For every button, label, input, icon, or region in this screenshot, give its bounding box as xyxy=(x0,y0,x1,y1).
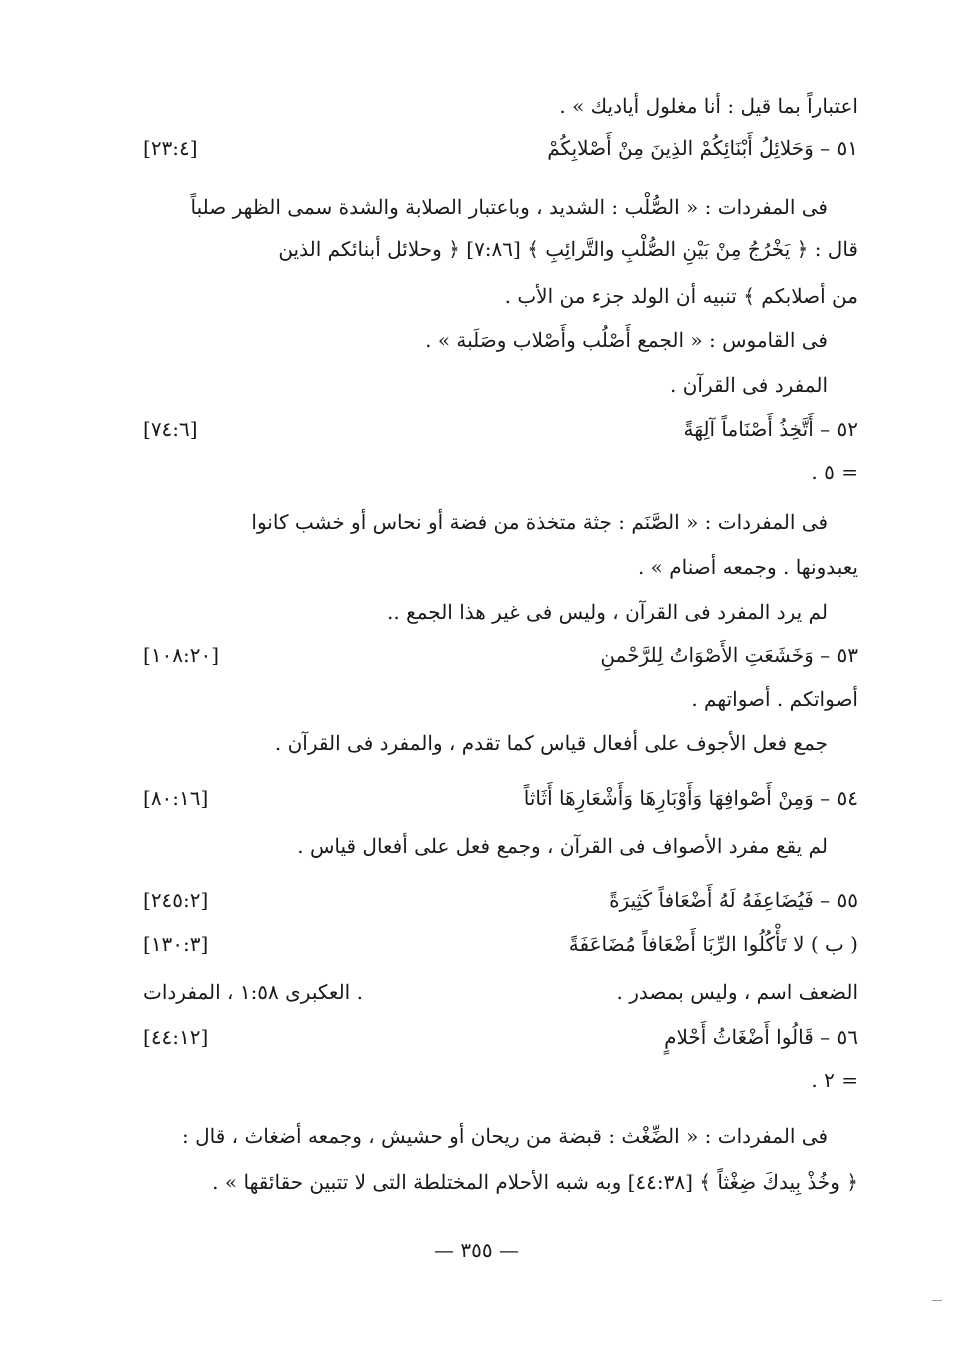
verse-54-reference: [٨٠:١٦] xyxy=(143,786,209,810)
verse-55b: ( ب ) لا تَأْكُلُوا الرِّبَا أَضْعَافاً مُضَاعَفَةً xyxy=(568,932,858,956)
verse-55: ٥٥ – فَيُضَاعِفَهُ لَهُ أَضْعَافاً كَثِيرَةً xyxy=(609,888,858,912)
verse-52: ٥٢ – أَتَّخِذُ أَصْنَاماً آلِهَةً xyxy=(683,417,858,441)
verse-51-reference: [٢٣:٤] xyxy=(143,136,198,160)
count-line-56: = ٢ . xyxy=(811,1068,858,1092)
text-line-24: ﴿ وخُذْ بِيدكَ ضِغْثاً ﴾ [٤٤:٣٨] وبه شبه الأحلام المختلطة التى لا تتبين حقائقها » . xyxy=(212,1170,858,1194)
text-line-5: من أصلابكم ﴾ تنبيه أن الولد جزء من الأب . xyxy=(504,284,858,308)
count-line-52: = ٥ . xyxy=(811,460,858,484)
text-line-4: قال : ﴿ يَخْرُجُ مِنْ بَيْنِ الصُّلْبِ والتَّرائِبِ ﴾ [٧:٨٦] ﴿ وحلائل أبنائكم الذين xyxy=(278,237,858,261)
text-line-23: فى المفردات : « الضِّغْث : قبضة من ريحان أو حشيش ، وجمعه أضغاث ، قال : xyxy=(182,1124,828,1148)
verse-55b-reference: [١٣٠:٣] xyxy=(143,932,209,956)
verse-54: ٥٤ – وَمِنْ أَصْوافِهَا وَأَوْبَارِهَا وَأَشْعَارِهَا أَثَاثاً xyxy=(523,786,858,810)
text-line-15: جمع فعل الأجوف على أفعال قياس كما تقدم ، والمفرد فى القرآن . xyxy=(274,731,828,755)
verse-56: ٥٦ – قَالُوا أَضْغَاثُ أَحْلامٍ xyxy=(664,1025,858,1049)
text-line-6: فى القاموس : « الجمع أَصْلُب وأَصْلاب وصَلَبة » . xyxy=(425,328,828,352)
scan-mark xyxy=(932,1300,942,1302)
text-line-1: اعتباراً بما قيل : أنا مغلول أياديك » . xyxy=(559,94,858,118)
verse-51: ٥١ – وَحَلائِلُ أَبْنَائِكُمْ الذِينَ مِنْ أَصْلابِكُمْ xyxy=(547,136,858,160)
verse-52-reference: [٧٤:٦] xyxy=(143,417,198,441)
text-line-3: فى المفردات : « الصُّلْب : الشديد ، وباعتبار الصلابة والشدة سمى الظهر صلباً xyxy=(190,195,828,219)
text-line-10: فى المفردات : « الصَّنَم : جثة متخذة من فضة أو نحاس أو خشب كانوا xyxy=(251,510,828,534)
text-line-11: يعبدونها . وجمعه أصنام » . xyxy=(637,555,858,579)
text-line-20: الضعف اسم ، وليس بمصدر . xyxy=(616,980,858,1004)
verse-55-reference: [٢٤٥:٢] xyxy=(143,888,209,912)
text-line-12: لم يرد المفرد فى القرآن ، وليس فى غير هذا الجمع .. xyxy=(387,600,828,624)
verse-53: ٥٣ – وَخَشَعَتِ الأَصْوَاتُ لِلرَّحْمنِ xyxy=(600,643,858,667)
verse-56-reference: [٤٤:١٢] xyxy=(143,1025,209,1049)
text-line-17: لم يقع مفرد الأصواف فى القرآن ، وجمع فعل على أفعال قياس . xyxy=(297,834,828,858)
source-reference-20: العكبرى ١:٥٨ ، المفردات . xyxy=(143,980,363,1004)
verse-53-reference: [١٠٨:٢٠] xyxy=(143,643,220,667)
text-line-14: أصواتكم . أصواتهم . xyxy=(691,687,858,711)
page-number: — ٣٥٥ — xyxy=(434,1238,519,1262)
text-line-7: المفرد فى القرآن . xyxy=(670,373,828,397)
